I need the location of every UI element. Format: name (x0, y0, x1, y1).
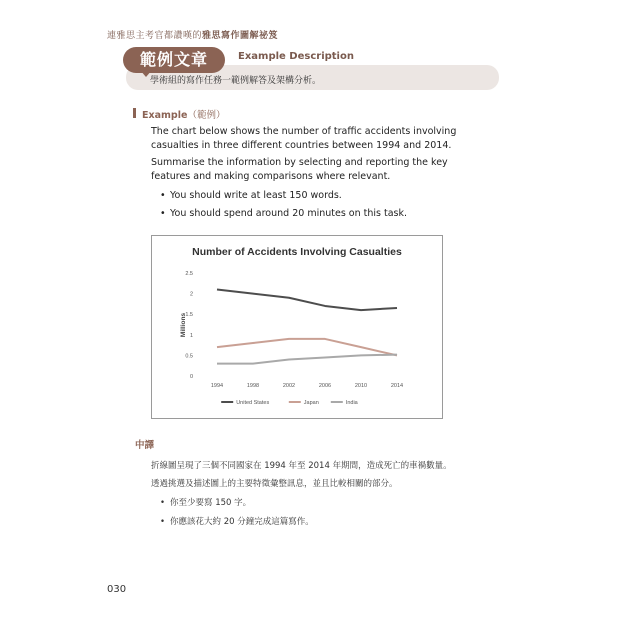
example-bullet (160, 190, 342, 201)
y-tick-label: 0 (189, 374, 193, 380)
y-tick-label: 1.5 (185, 312, 193, 319)
legend-label: India (345, 400, 358, 406)
translation-bullet (160, 496, 251, 508)
bullet-dot: • (160, 190, 166, 201)
series-line-united-states (217, 289, 397, 310)
x-tick-label: 2014 (390, 383, 404, 389)
x-tick-label: 1994 (210, 383, 224, 389)
x-tick-label: 2002 (282, 383, 296, 389)
header-prefix: 連雅思主考官都讚嘆的 (107, 31, 203, 41)
series-line-india (217, 355, 397, 364)
bullet-text: 你至少要寫 150 字。 (170, 498, 252, 508)
bullet-dot: • (160, 517, 166, 527)
y-axis-label: Millions (180, 312, 187, 338)
section-badge-english: Example Description (238, 51, 354, 62)
example-paragraph-2: Summarise the information by selecting and reporting the key features and making comparisons where relevant. (151, 157, 448, 182)
running-header (107, 28, 278, 41)
legend-label: Japan (303, 400, 319, 406)
example-title: Example (142, 110, 188, 121)
translation-paragraph-1: 折線圖呈現了三個不同國家在 1994 年至 2014 年期間，造成死亡的車禍數量。 (151, 461, 452, 471)
translation-heading: 中譯 (135, 440, 155, 451)
y-tick-label: 2 (189, 291, 193, 298)
section-subtitle: 學術組的寫作任務一範例解答及架構分析。 (150, 76, 322, 86)
series-line-japan (217, 339, 397, 355)
bullet-dot: • (160, 498, 166, 508)
example-title-zh: （範例） (187, 110, 226, 121)
example-paragraph-1: The chart below shows the number of traffic accidents involving casualties in three different countries between 1994 and 2014. (151, 126, 457, 151)
bullet-text: 你應該花大約 20 分鐘完成這篇寫作。 (170, 517, 314, 527)
y-tick-label: 2.5 (185, 271, 193, 277)
example-bullet (160, 208, 407, 219)
header-title: 雅思寫作圖解祕笈 (202, 31, 279, 41)
bullet-text: You should spend around 20 minutes on this task. (170, 208, 408, 219)
y-tick-label: 1 (189, 332, 193, 339)
x-tick-label: 2006 (318, 383, 332, 389)
section-badge: 範例文章 (123, 47, 225, 73)
bullet-dot: • (160, 208, 166, 219)
y-tick-label: 0.5 (185, 353, 193, 360)
translation-paragraph-2: 透過挑選及描述圖上的主要特徵彙整訊息，並且比較相關的部分。 (151, 479, 398, 489)
x-tick-label: 1998 (246, 383, 260, 389)
x-tick-label: 2010 (354, 383, 368, 389)
translation-bullet (160, 515, 314, 527)
legend-label: United States (236, 400, 270, 406)
chart-frame (151, 235, 443, 419)
example-marker (133, 108, 136, 118)
chart-title: Number of Accidents Involving Casualties (192, 246, 402, 258)
example-heading (142, 107, 225, 121)
line-chart (152, 236, 442, 418)
page-number: 030 (107, 584, 127, 595)
bullet-text: You should write at least 150 words. (170, 190, 342, 201)
